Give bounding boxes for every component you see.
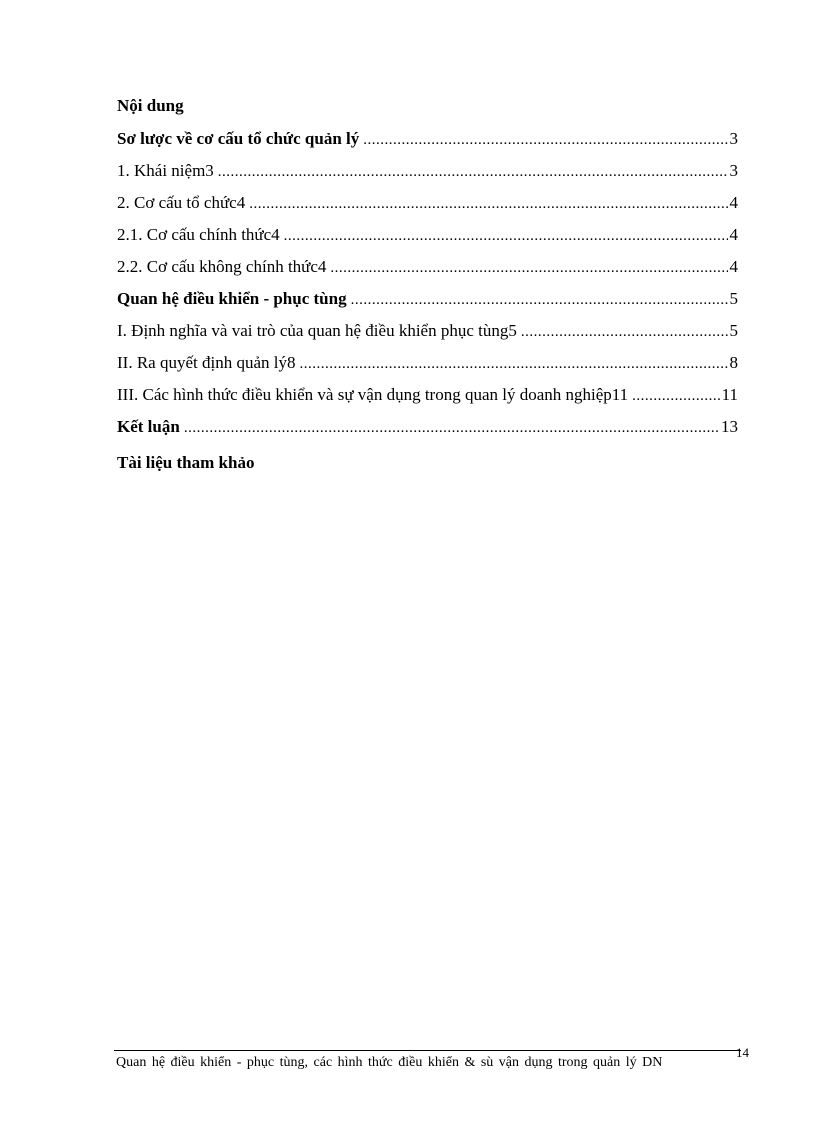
toc-entry-page: 4 bbox=[729, 225, 738, 244]
toc-entry-references[interactable]: Tài liệu tham khảo bbox=[117, 453, 255, 472]
toc-entry-page: 11 bbox=[721, 385, 738, 404]
toc-entry[interactable] bbox=[117, 255, 738, 287]
toc-entry-text: 1. Khái niệm3 bbox=[117, 161, 214, 180]
dot-leader bbox=[218, 160, 728, 184]
toc-entry-text: 2.1. Cơ cấu chính thức4 bbox=[117, 225, 280, 244]
toc-entry-page: 5 bbox=[729, 289, 738, 308]
toc-entry[interactable] bbox=[117, 191, 738, 223]
toc-entry-text: III. Các hình thức điều khiển và sự vận dụng trong quan lý doanh nghiệp11 bbox=[117, 385, 629, 404]
toc-entry-page: 3 bbox=[729, 161, 738, 180]
toc-entry[interactable] bbox=[117, 223, 738, 255]
toc-entry-text: 2.2. Cơ cấu không chính thức4 bbox=[117, 257, 327, 276]
toc-entry[interactable] bbox=[117, 383, 738, 415]
toc-entry-page: 5 bbox=[729, 321, 738, 340]
toc-entry-text: Quan hệ điều khiển - phục tùng bbox=[117, 289, 347, 308]
dot-leader bbox=[184, 416, 719, 440]
toc-entry-text: Sơ lược về cơ cấu tổ chức quản lý bbox=[117, 129, 360, 148]
dot-leader bbox=[363, 128, 727, 152]
toc-entry-text: 2. Cơ cấu tổ chức4 bbox=[117, 193, 246, 212]
toc-entry[interactable] bbox=[117, 415, 738, 447]
toc-entry-page: 3 bbox=[729, 129, 738, 148]
toc-entry-page: 8 bbox=[729, 353, 738, 372]
toc-entry[interactable] bbox=[117, 319, 738, 351]
table-of-contents bbox=[117, 127, 738, 447]
dot-leader bbox=[521, 320, 728, 344]
toc-entry-text: I. Định nghĩa và vai trò của quan hệ điều khiển phục tùng5 bbox=[117, 321, 517, 340]
toc-entry-text: II. Ra quyết định quản lý8 bbox=[117, 353, 296, 372]
toc-entry[interactable] bbox=[117, 351, 738, 383]
toc-entry-page: 4 bbox=[729, 193, 738, 212]
dot-leader bbox=[351, 288, 728, 312]
dot-leader bbox=[299, 352, 727, 376]
toc-entry[interactable] bbox=[117, 287, 738, 319]
footer-divider bbox=[114, 1050, 741, 1051]
dot-leader bbox=[330, 256, 727, 280]
toc-entry-page: 4 bbox=[729, 257, 738, 276]
toc-entry-text: Kết luận bbox=[117, 417, 180, 436]
footer-text: Quan hệ điều khiển - phục tùng, các hình thức điều khiển & sù vận dụng trong quản lý DN bbox=[116, 1055, 663, 1070]
toc-entry[interactable] bbox=[117, 159, 738, 191]
page-number: 14 bbox=[736, 1045, 749, 1060]
toc-title: Nội dung bbox=[117, 96, 184, 115]
dot-leader bbox=[632, 384, 719, 408]
toc-entry[interactable] bbox=[117, 127, 738, 159]
toc-entry-page: 13 bbox=[721, 417, 738, 436]
dot-leader bbox=[249, 192, 727, 216]
dot-leader bbox=[284, 224, 728, 248]
